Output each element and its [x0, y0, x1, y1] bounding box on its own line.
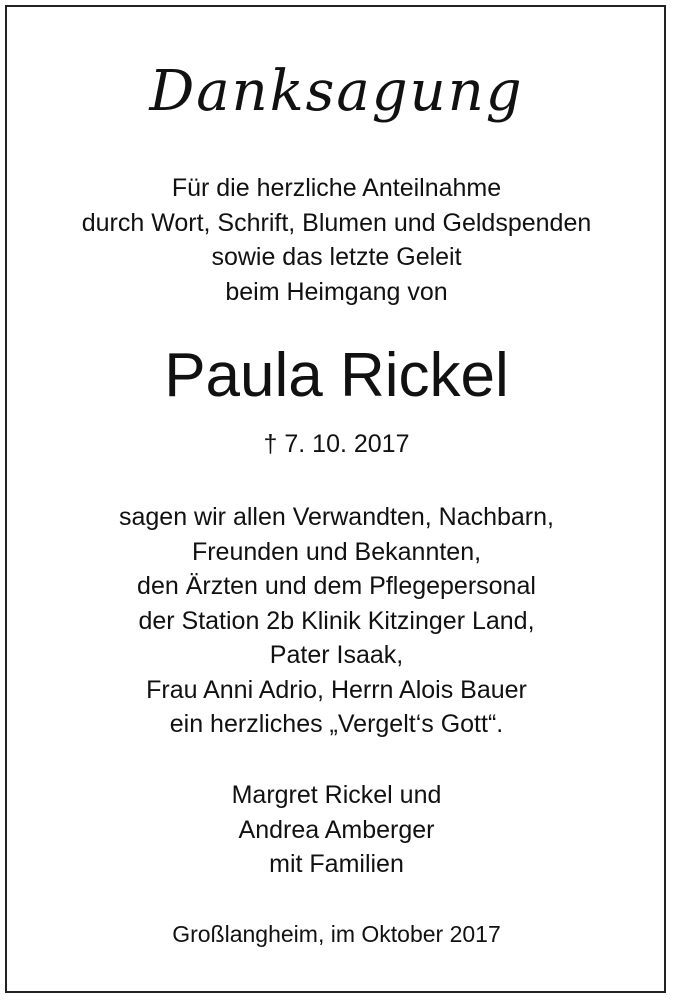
intro-line: beim Heimgang von: [225, 277, 448, 306]
thanks-text: [0, 500, 673, 742]
death-date: † 7. 10. 2017: [263, 430, 410, 458]
signers: [0, 778, 673, 882]
intro-line: sowie das letzte Geleit: [211, 243, 462, 271]
thanks-line: Pater Isaak,: [269, 641, 404, 669]
thanks-line: Frau Anni Adrio, Herrn Alois Bauer: [146, 675, 527, 704]
intro-line: durch Wort, Schrift, Blumen und Geldspenden: [81, 208, 592, 237]
thanks-line: der Station 2b Klinik Kitzinger Land,: [138, 606, 535, 635]
signer-line: Andrea Amberger: [238, 815, 435, 844]
signer-line: mit Familien: [269, 850, 404, 878]
thanks-line: Freunden und Bekannten,: [191, 537, 482, 566]
signer-line: Margret Rickel und: [231, 781, 442, 809]
thanks-line: sagen wir allen Verwandten, Nachbarn,: [119, 503, 554, 531]
thanks-line: den Ärzten und dem Pflegepersonal: [137, 572, 536, 600]
deceased-name: Paula Rickel: [164, 341, 509, 410]
place-and-date: Großlangheim, im Oktober 2017: [172, 921, 501, 947]
intro-text: [0, 171, 673, 309]
notice-heading: Danksagung: [149, 59, 524, 124]
intro-line: Für die herzliche Anteilnahme: [171, 174, 502, 202]
thanks-line: ein herzliches „Vergelt‘s Gott“.: [169, 710, 504, 738]
